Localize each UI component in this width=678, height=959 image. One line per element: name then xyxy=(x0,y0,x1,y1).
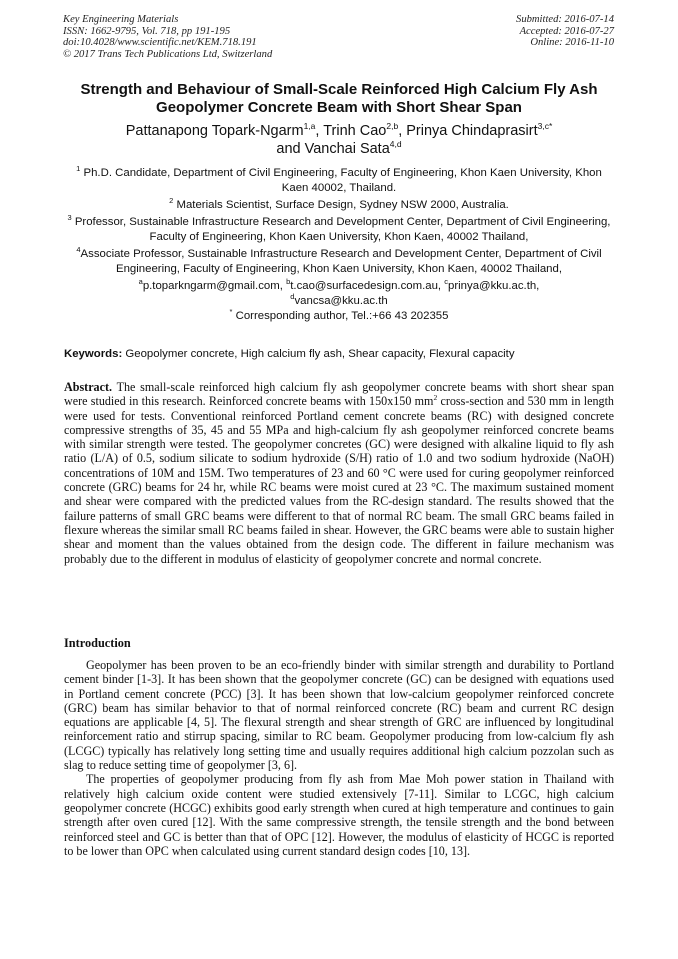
online-date: Online: 2016-11-10 xyxy=(530,37,614,48)
abstract: Abstract. The small-scale reinforced high calcium fly ash geopolymer concrete beams with short shear span were studied in this research. Reinforced concrete beams with 150x150 $mm^2$ cross-section and 530 mm in length were used for tests. Conventional reinforced Portland cement concrete beams (RC) with designed concrete compressive strengths of 35, 45 and 55 MPa and high-calcium fly ash geopolymer reinforced concrete beams with similar strength were tested. The geopolymer concretes (GC) were designed with alkaline liquid to fly ash ratio (L/A) of 0.5, sodium silicate to sodium hydroxide (S/H) ratio of 1.0 and two sodium hydroxide (NaOH) concentrations of 10M and 15M. Two temperatures of 23 and 60 °C were used for curing geopolymer reinforced concrete (GRC) beams for 24 hr, while RC beams were moist cured at 23 °C. The maximum sustained moment and shear were compared with the predicted values from the RC-design standard. The results showed that the failure patterns of small GRC beams were different to that of normal RC beam. The small GRC beams failed in flexure whereas the similar small RC beams failed in shear. However, the GRC beams were able to sustain higher shear and moment than the values obtained from the design code. The different in failure mechanism was probably due to the different in modulus of elasticity of geopolymer concrete and normal concrete. xyxy=(64,380,614,566)
author-sup: 3,c* xyxy=(537,121,553,132)
affiliations xyxy=(64,166,614,324)
author-sup: 4,d xyxy=(389,139,402,150)
author-name: Pattanapong Topark-Ngarm xyxy=(125,123,304,139)
accepted-date: Accepted: 2016-07-27 xyxy=(519,25,614,37)
keywords-text: Geopolymer concrete, High calcium fly ash, Shear capacity, Flexural capacity xyxy=(122,348,515,360)
section-heading-introduction: Introduction xyxy=(64,636,131,650)
paper-title: Strength and Behaviour of Small-Scale Reinforced High Calcium Fly Ash Geopolymer Concrete Beam with Short Shear Span xyxy=(80,81,598,116)
email-link[interactable]: t.cao@surfacedesign.com.au, xyxy=(290,280,445,292)
keywords-label: Keywords: xyxy=(64,348,123,360)
submitted-date: Submitted: 2016-07-14 xyxy=(516,14,614,25)
author-sup: 2,b xyxy=(386,121,399,132)
author-line-2 xyxy=(64,140,614,158)
email-link[interactable]: prinya@kku.ac.th, xyxy=(448,280,540,292)
journal-info xyxy=(63,14,272,60)
author-name: Prinya Chindaprasirt xyxy=(406,123,538,139)
affiliation-1: $^1$ Ph.D. Candidate, Department of Civil Engineering, Faculty of Engineering, Khon Kaen University, Khon Kaen 40002, Thailand. xyxy=(76,164,602,194)
abstract-label: Abstract. xyxy=(64,380,113,394)
copyright-line: © 2017 Trans Tech Publications Ltd, Switzerland xyxy=(63,48,273,60)
introduction-body xyxy=(64,658,614,858)
journal-name: Key Engineering Materials xyxy=(63,14,179,25)
affiliation-3: $^3$ Professor, Sustainable Infrastructure Research and Development Center, Department of Civil Engineering, Faculty of Engineering, Khon Kaen University, Khon Kaen, 40002 Thailand, xyxy=(67,213,611,243)
issn-line: ISSN: 1662-9795, Vol. 718, pp 191-195 xyxy=(63,25,231,37)
affiliation-2: $^2$ Materials Scientist, Surface Design, Sydney NSW 2000, Australia. xyxy=(169,196,509,211)
author-name: and Vanchai Sata xyxy=(276,141,390,157)
paragraph: Geopolymer has been proven to be an eco-friendly binder with similar strength and durability to Portland cement binder [1-3]. It has been shown that the geopolymer concrete (GC) can be designed with equations used in Portland cement concrete (PCC) [3]. It has been shown that low-calcium geopolymer reinforced concrete (GRC) beam has similar behavior to that of normal reinforced concrete (RC) beam and current RC design equations are applicable [4, 5]. The flexural strength and shear strength of GRC are influenced by longitudinal reinforcement ratio and stirrup spacing, similar to RC beam. Geopolymer producing from low-calcium fly ash (LCGC) typically has relatively long setting time and usually requires additional high calcium pozzolan such as slag to reduce setting time of geopolymer [3, 6]. xyxy=(64,658,614,773)
paragraph: The properties of geopolymer producing from fly ash from Mae Moh power station in Thailand with relatively high calcium oxide content were studied extensively [7-11]. Similar to LCGC, high calcium geopolymer concrete (HCGC) exhibits good early strength when cured at high temperature and continues to gain strength after oven cured [12]. With the same compressive strength, the tensile strength and the bond between reinforced steel and GC is better than that of OPC [12]. However, the modulus of elasticity of HCGC is reported to be lower than OPC when calculated using current standard design codes [10, 13]. xyxy=(64,772,614,858)
publication-dates xyxy=(516,14,614,49)
email-link[interactable]: vancsa@kku.ac.th xyxy=(294,295,388,307)
corresponding-author: Corresponding author, Tel.:+66 43 202355 xyxy=(232,310,449,322)
author-emails: $^a$p.toparkngarm@gmail.com, $^b$t.cao@surfacedesign.com.au, $^c$prinya@kku.ac.th, $^d$vancsa@kku.ac.th * Corresponding author, Tel.:+66 43 202355 xyxy=(138,277,540,322)
author-name: Trinh Cao xyxy=(323,123,387,139)
author-line-1: Pattanapong Topark-Ngarm$^{1,a}$, Trinh Cao$^{2,b}$, Prinya Chindaprasirt$^{3,c*}$ xyxy=(125,121,553,139)
affiliation-4: $^4$Associate Professor, Sustainable Infrastructure Research and Development Center, Department of Civil Engineering, Faculty of Engineering, Khon Kaen University, Khon Kaen, 40002 Thailand, xyxy=(76,245,602,275)
keywords xyxy=(64,347,614,362)
author-list xyxy=(64,122,614,158)
doi-line[interactable]: doi:10.4028/www.scientific.net/KEM.718.191 xyxy=(63,37,257,48)
author-sup: 1,a xyxy=(303,121,316,132)
email-link[interactable]: p.toparkngarm@gmail.com, xyxy=(142,280,287,292)
